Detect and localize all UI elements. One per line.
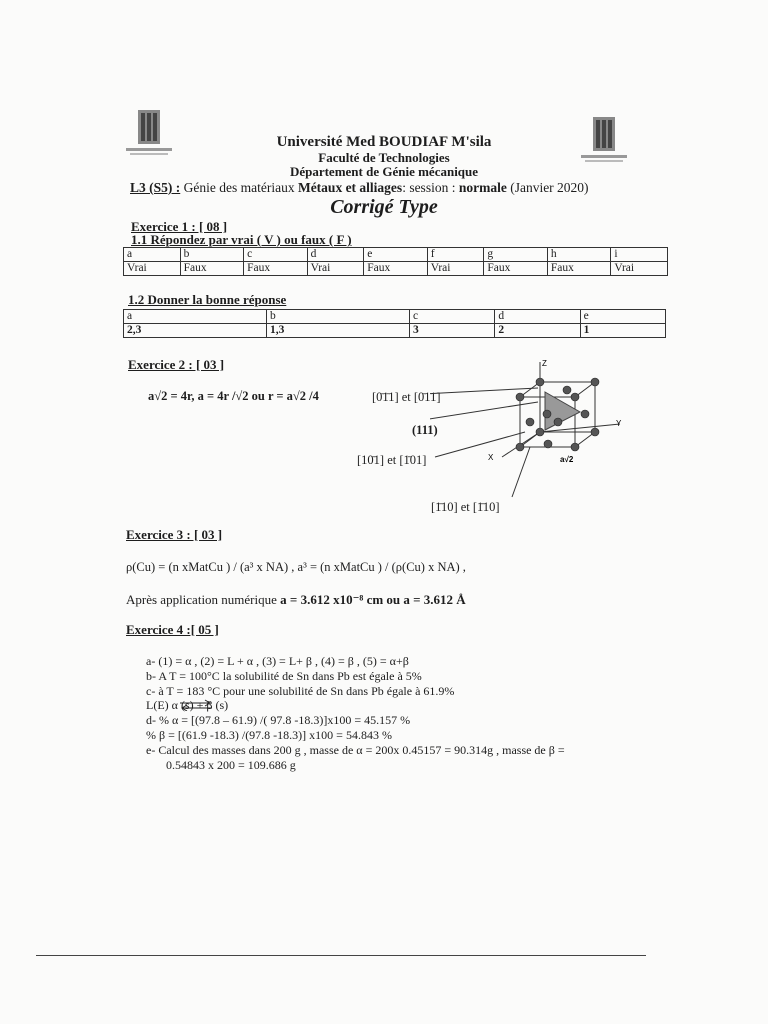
- faculty-name: Faculté de Technologies: [318, 150, 450, 165]
- table-cell: Vrai: [124, 262, 181, 276]
- session-type: normale: [458, 180, 507, 195]
- table-cell: Vrai: [307, 262, 364, 276]
- result-label: Après application numérique: [126, 592, 281, 607]
- table-cell: 2: [495, 324, 580, 338]
- table-header-cell: g: [484, 248, 548, 262]
- crystal-cube-diagram: [430, 352, 640, 502]
- table-header-cell: e: [580, 310, 665, 324]
- exercise-2-formula: a√2 = 4r, a = 4r /√2 ou r = a√2 /4: [148, 389, 319, 403]
- module-bold: Métaux et alliages: [297, 180, 403, 195]
- ex4-line-reaction: L(E) α (s) + β (s): [146, 698, 229, 712]
- question-1-1-table: [123, 247, 668, 276]
- ex4-line-a: a- (1) = α , (2) = L + α , (3) = L+ β , (4) = β , (5) = α+β: [146, 654, 409, 668]
- table-cell: 1,3: [267, 324, 410, 338]
- table-header-row: [124, 248, 668, 262]
- table-header-cell: d: [307, 248, 364, 262]
- table-cell: 3: [410, 324, 495, 338]
- direction-label-2: [10̄1] et [1̄01]: [357, 453, 427, 467]
- table-header-cell: a: [124, 248, 181, 262]
- university-name: Université Med BOUDIAF M'sila: [276, 134, 492, 150]
- table-header-cell: d: [495, 310, 580, 324]
- table-cell: Faux: [364, 262, 428, 276]
- table-cell: Faux: [244, 262, 308, 276]
- page-divider: [36, 955, 646, 956]
- axis-y-label: Y: [616, 419, 622, 428]
- ex4-line-e: e- Calcul des masses dans 200 g , masse de α = 200x 0.45157 = 90.314g , masse de β =: [146, 743, 565, 757]
- exercise-1-title: Exercice 1 : [ 08 ]: [131, 219, 228, 234]
- module-plain: Génie des matériaux: [180, 180, 298, 195]
- axis-z-label: Z: [542, 359, 547, 368]
- question-1-1-title: 1.1 Répondez par vrai ( V ) ou faux ( F ): [131, 232, 352, 247]
- table-row: [124, 324, 666, 338]
- result-value: a = 3.612 x10⁻⁸ cm ou a = 3.612 Å: [280, 592, 466, 607]
- table-header-cell: i: [611, 248, 668, 262]
- equilibrium-arrows-icon: [178, 699, 214, 711]
- ex4-line-c: c- à T = 183 °C pour une solubilité de Sn dans Pb égale à 61.9%: [146, 684, 455, 698]
- table-cell: Faux: [180, 262, 244, 276]
- ex4-line-b: b- A T = 100°C la solubilité de Sn dans Pb est égale à 5%: [146, 669, 422, 683]
- table-row: [124, 262, 668, 276]
- table-header-cell: c: [410, 310, 495, 324]
- direction-label-1: [0̄1̄1] et [0̄11]: [372, 390, 441, 404]
- session-date: (Janvier 2020): [506, 180, 589, 195]
- exercise-4-title: Exercice 4 :[ 05 ]: [126, 622, 219, 637]
- session-label: : session :: [402, 180, 459, 195]
- axis-x-label: X: [488, 453, 494, 462]
- table-header-cell: h: [547, 248, 611, 262]
- exercise-3-result: [126, 592, 466, 608]
- table-header-cell: f: [427, 248, 484, 262]
- table-cell: Vrai: [611, 262, 668, 276]
- table-cell: Vrai: [427, 262, 484, 276]
- department-name: Département de Génie mécanique: [289, 164, 479, 179]
- direction-label-3: [1̄10] et [1̄10]: [431, 500, 500, 514]
- table-header-cell: a: [124, 310, 267, 324]
- table-cell: 1: [580, 324, 665, 338]
- table-header-cell: b: [180, 248, 244, 262]
- diagonal-label: a√2: [560, 455, 574, 464]
- table-cell: Faux: [484, 262, 548, 276]
- table-header-cell: e: [364, 248, 428, 262]
- level-label: L3 (S5) :: [130, 180, 181, 195]
- exercise-3-title: Exercice 3 : [ 03 ]: [126, 527, 223, 542]
- session-line: [130, 180, 589, 196]
- document-title: Corrigé Type: [330, 196, 438, 218]
- ex4-line-d: d- % α = [(97.8 – 61.9) /( 97.8 -18.3)]x100 = 45.157 %: [146, 713, 411, 727]
- plane-label: (111): [412, 423, 438, 437]
- table-header-row: [124, 310, 666, 324]
- ex4-line-d2: % β = [(61.9 -18.3) /(97.8 -18.3)] x100 = 54.843 %: [146, 728, 392, 742]
- table-cell: Faux: [547, 262, 611, 276]
- question-1-2-title: 1.2 Donner la bonne réponse: [128, 292, 287, 307]
- question-1-2-table: [123, 309, 666, 338]
- ex4-line-e2: 0.54843 x 200 = 109.686 g: [166, 758, 296, 772]
- table-header-cell: c: [244, 248, 308, 262]
- table-header-cell: b: [267, 310, 410, 324]
- exercise-2-title: Exercice 2 : [ 03 ]: [128, 357, 225, 372]
- exercise-3-formula: ρ(Cu) = (n xMatCu ) / (a³ x NA) , a³ = (n xMatCu ) / (ρ(Cu) x NA) ,: [126, 560, 466, 574]
- table-cell: 2,3: [124, 324, 267, 338]
